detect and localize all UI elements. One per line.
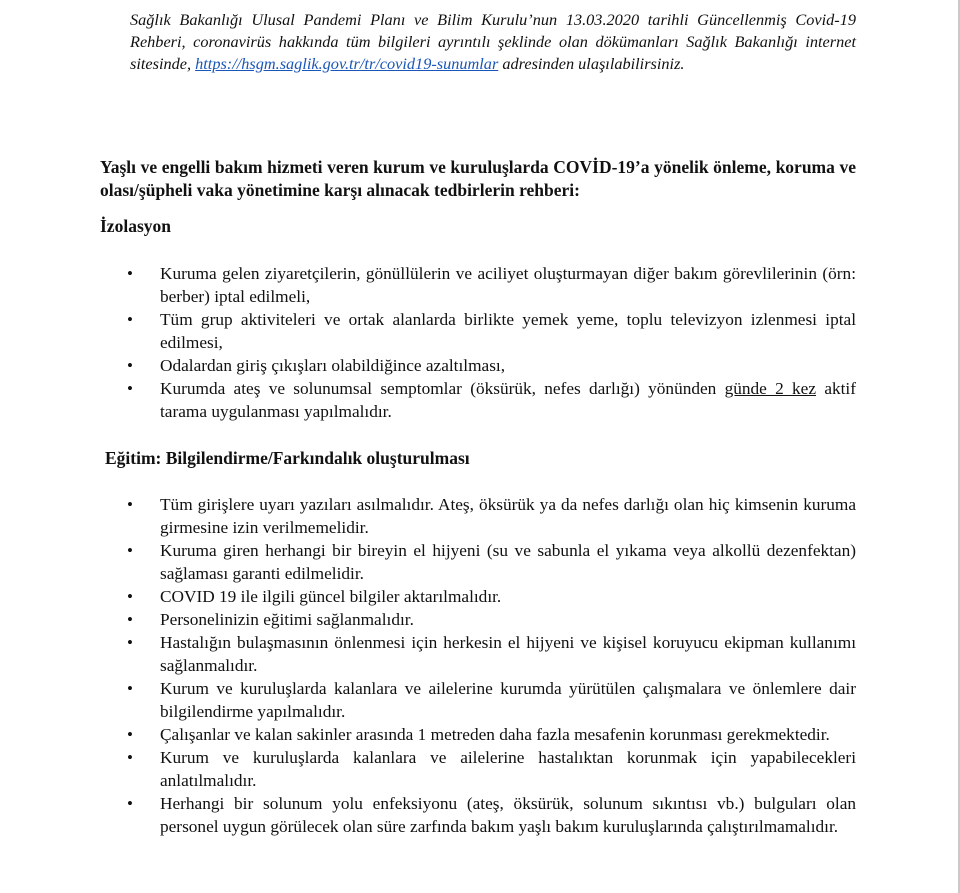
list-item: • Personelinizin eğitimi sağlanmalıdır. — [127, 610, 414, 629]
bullet-icon: • — [127, 610, 133, 629]
list-item: • Kurumda ateş ve solunumsal semptomlar (öksürük, nefes darlığı) yönünden günde 2 kez aktif tarama uygulanması yapılmalıdır. — [127, 379, 856, 421]
list-item: • Kurum ve kuruluşlarda kalanlara ve ailelerine kurumda yürütülen çalışmalara ve önlemlere dair bilgilendirme yapılmalıdır. — [127, 679, 856, 721]
bullet-icon: • — [127, 264, 133, 283]
list-item: • Kuruma gelen ziyaretçilerin, gönüllülerin ve aciliyet oluşturmayan diğer bakım görevlilerinin (örn: berber) iptal edilmeli, — [127, 264, 856, 306]
list-item: • Tüm girişlere uyarı yazıları asılmalıdır. Ateş, öksürük ya da nefes darlığı olan hiç kimsenin kuruma girmesine izin verilmemelidir. — [127, 495, 856, 537]
bullet-icon: • — [127, 725, 133, 744]
list-item: • Çalışanlar ve kalan sakinler arasında 1 metreden daha fazla mesafenin korunması gerekmektedir. — [127, 725, 830, 744]
bullet-icon: • — [127, 379, 133, 398]
bullet-icon: • — [127, 633, 133, 652]
intro-paragraph — [130, 9, 856, 75]
bullet-icon: • — [127, 541, 133, 560]
list-item: • Hastalığın bulaşmasının önlenmesi için herkesin el hijyeni ve kişisel koruyucu ekipman kullanımı sağlanmalıdır. — [127, 633, 856, 675]
list-item: • Odalardan giriş çıkışları olabildiğince azaltılması, — [127, 356, 506, 375]
bullet-icon: • — [127, 495, 133, 514]
education-heading: Eğitim: Bilgilendirme/Farkındalık oluşturulması — [105, 448, 470, 468]
isolation-list — [0, 262, 856, 423]
list-item: • Herhangi bir solunum yolu enfeksiyonu (ateş, öksürük, solunum sıkıntısı vb.) bulguları olan personel uygun görülecek olan süre zarfında bakım yaşlı bakım kuruluşlarında çalıştırılmamalıdır. — [127, 794, 856, 836]
bullet-icon: • — [127, 748, 133, 767]
bullet-icon: • — [127, 587, 133, 606]
bullet-icon: • — [127, 794, 133, 813]
bullet-icon: • — [127, 679, 133, 698]
list-item: • COVID 19 ile ilgili güncel bilgiler aktarılmalıdır. — [127, 587, 502, 606]
bullet-icon: • — [127, 356, 133, 375]
list-item: • Kuruma giren herhangi bir bireyin el hijyeni (su ve sabunla el yıkama veya alkollü dezenfektan) sağlaması garanti edilmelidir. — [127, 541, 856, 583]
intro-text-before-link: Sağlık Bakanlığı Ulusal Pandemi Planı ve Bilim Kurulu’nun 13.03.2020 tarihli Güncellenmiş Covid-19 Rehberi, coronavirüs hakkında tüm bilgileri ayrıntılı şeklinde olan dökümanları Sağlık Bakanlığı internet sitesinde, — [130, 10, 856, 73]
underlined-frequency: günde 2 kez — [724, 379, 817, 398]
list-item: • Kurum ve kuruluşlarda kalanlara ve ailelerine hastalıktan korunmak için yapabilecekleri anlatılmalıdır. — [127, 748, 856, 790]
guide-title: Yaşlı ve engelli bakım hizmeti veren kurum ve kuruluşlarda COVİD-19’a yönelik önleme, koruma ve olası/şüpheli vaka yönetimine karşı alınacak tedbirlerin rehberi: — [100, 157, 856, 200]
isolation-heading: İzolasyon — [100, 216, 171, 236]
education-list — [0, 493, 856, 838]
covid19-presentations-link[interactable]: https://hsgm.saglik.gov.tr/tr/covid19-sunumlar — [195, 54, 499, 73]
intro-text-after-link: adresinden ulaşılabilirsiniz. — [498, 54, 685, 73]
list-item: • Tüm grup aktiviteleri ve ortak alanlarda birlikte yemek yeme, toplu televizyon izlenmesi iptal edilmesi, — [127, 310, 856, 352]
bullet-icon: • — [127, 310, 133, 329]
